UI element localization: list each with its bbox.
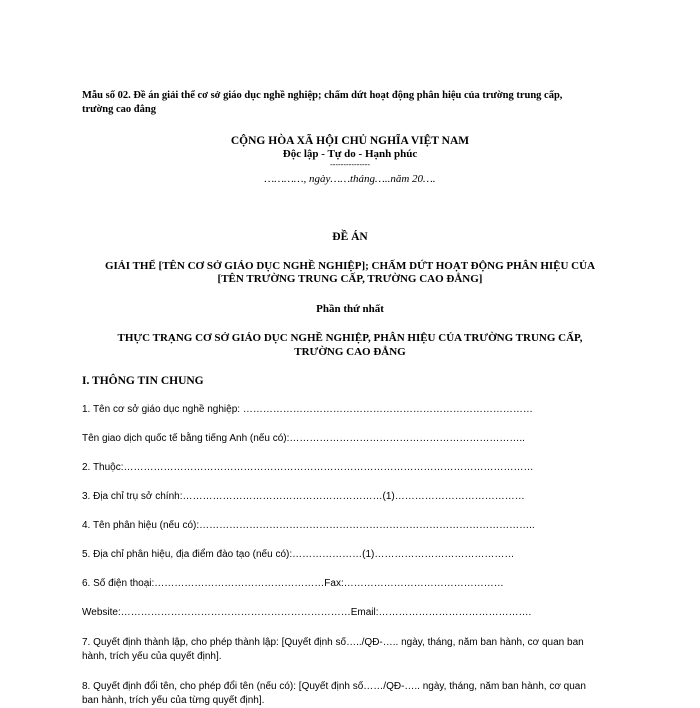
part-title-line1: THỰC TRẠNG CƠ SỞ GIÁO DỤC NGHỀ NGHIỆP, PHÂN HIỆU CỦA TRƯỜNG TRUNG CẤP, xyxy=(117,332,583,344)
field-website-email: Website:……………………………………………………………Email:………………………………………. xyxy=(82,607,532,618)
section-heading: I. THÔNG TIN CHUNG xyxy=(82,375,204,387)
template-title-line2: trường cao đẳng xyxy=(82,104,156,115)
field-phone-fax: 6. Số điện thoại:……………………………………………Fax:………………………………………… xyxy=(82,578,504,589)
field-institution-name: 1. Tên cơ sở giáo dục nghề nghiệp: …………………………………………………………………………… xyxy=(82,404,533,415)
template-title-line1: Mẫu số 02. Đề án giải thể cơ sở giáo dục nghề nghiệp; chấm dứt hoạt động phân hiệu của trường trung cấp, xyxy=(82,90,563,101)
field-establishment-decision-line1: 7. Quyết định thành lập, cho phép thành lập: [Quyết định số…../QĐ-….. ngày, tháng, năm ban hành, cơ quan ban xyxy=(82,637,584,648)
national-slogan: Độc lập - Tự do - Hạnh phúc xyxy=(282,148,418,160)
document-subtitle-line1: GIẢI THỂ [TÊN CƠ SỞ GIÁO DỤC NGHỀ NGHIỆP]; CHẤM DỨT HOẠT ĐỘNG PHÂN HIỆU CỦA xyxy=(104,260,596,272)
document-subtitle-line2: [TÊN TRƯỜNG TRUNG CẤP, TRƯỜNG CAO ĐẲNG] xyxy=(217,273,483,285)
field-rename-decision-line1: 8. Quyết định đổi tên, cho phép đổi tên (nếu có): [Quyết định số……/QĐ-….. ngày, tháng, năm ban hành, cơ quan xyxy=(82,681,586,692)
field-rename-decision-line2: ban hành, trích yếu của từng quyết định]. xyxy=(82,695,265,706)
field-international-name: Tên giao dịch quốc tế bằng tiếng Anh (nếu có):…………………………………………………………….. xyxy=(82,433,525,444)
field-branch-address: 5. Địa chỉ phân hiệu, địa điểm đào tạo (nếu có):…………………(1)…………………………………… xyxy=(82,549,515,560)
date-line: …………, ngày……tháng…..năm 20…. xyxy=(264,173,436,185)
document-title: ĐỀ ÁN xyxy=(332,231,368,243)
field-branch-name: 4. Tên phân hiệu (nếu có):……………………………………………………………………………………….. xyxy=(82,520,535,531)
motto-divider: --------------- xyxy=(330,160,370,169)
part-title-line2: TRƯỜNG CAO ĐẲNG xyxy=(294,346,406,358)
field-headquarters-address: 3. Địa chỉ trụ sở chính:……………………………………………………(1)………………………………… xyxy=(82,491,525,502)
part-heading: Phần thứ nhất xyxy=(316,303,384,315)
country-name: CỘNG HÒA XÃ HỘI CHỦ NGHĨA VIỆT NAM xyxy=(230,135,470,147)
field-establishment-decision-line2: hành, trích yếu của quyết định]. xyxy=(82,651,222,662)
field-affiliation: 2. Thuộc:…………………………………………………………………………………………………………… xyxy=(82,462,534,473)
